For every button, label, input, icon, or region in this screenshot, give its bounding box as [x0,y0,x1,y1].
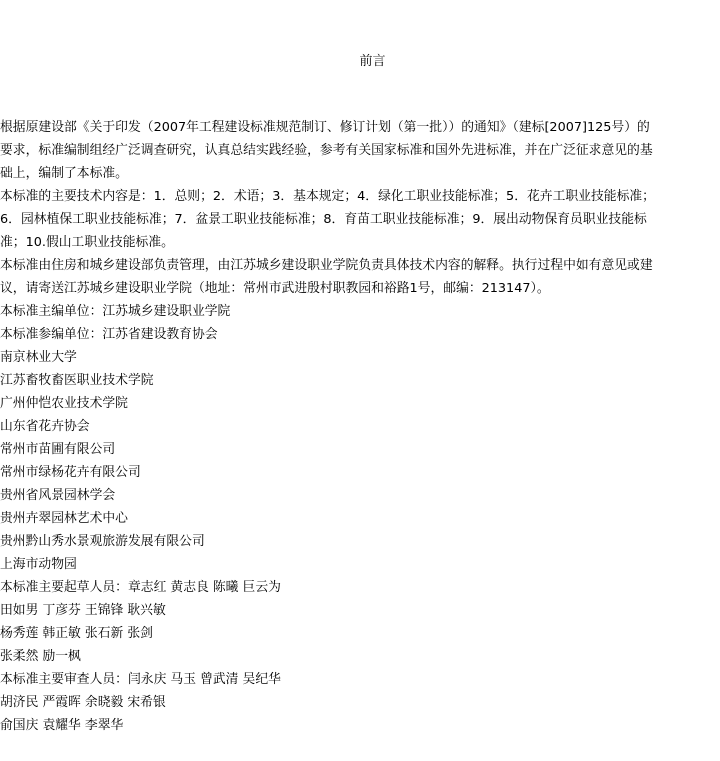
text-line: 要求，标准编制组经广泛调查研究，认真总结实践经验，参考有关国家标准和国外先进标准，并在广泛征求意见的基 [0,143,653,158]
text-line: 议，请寄送江苏城乡建设职业学院（地址：常州市武进殷村职教园和裕路1号，邮编：213147）。 [0,281,550,296]
text-line: 根据原建设部《关于印发（2007年工程建设标准规范制订、修订计划（第一批））的通知》（建标[2007]125号）的 [0,120,650,135]
text-line: 山东省花卉协会 [0,419,90,434]
text-line: 本标准的主要技术内容是：1．总则；2．术语；3．基本规定；4．绿化工职业技能标准；5．花卉工职业技能标准； [0,189,655,204]
text-line: 胡济民 严霞晖 余晓毅 宋希银 [0,695,166,710]
text-line: 贵州卉翠园林艺术中心 [0,511,128,526]
text-line: 田如男 丁彦芬 王锦锋 耿兴敏 [0,603,166,618]
text-line: 本标准由住房和城乡建设部负责管理，由江苏城乡建设职业学院负责具体技术内容的解释。执行过程中如有意见或建 [0,258,653,273]
text-line: 本标准参编单位：江苏省建设教育协会 [0,327,218,342]
text-line: 本标准主要起草人员：章志红 黄志良 陈曦 巨云为 [0,580,281,595]
page-title: 前言 [359,54,386,69]
text-line: 6．园林植保工职业技能标准；7．盆景工职业技能标准；8．育苗工职业技能标准；9．展出动物保育员职业技能标 [0,212,647,227]
text-line: 准；10.假山工职业技能标准。 [0,235,174,250]
text-line: 本标准主编单位：江苏城乡建设职业学院 [0,304,231,319]
document-body [0,116,720,737]
text-line: 杨秀莲 韩正敏 张石新 张剑 [0,626,153,641]
text-line: 础上，编制了本标准。 [0,166,128,181]
text-line: 贵州省风景园林学会 [0,488,116,503]
text-line: 常州市苗圃有限公司 [0,442,116,457]
text-line: 本标准主要审查人员：闫永庆 马玉 曾武清 吴纪华 [0,672,281,687]
text-line: 广州仲恺农业技术学院 [0,396,128,411]
text-line: 张柔然 励一枫 [0,649,81,664]
text-line: 江苏畜牧畜医职业技术学院 [0,373,154,388]
text-line: 俞国庆 袁耀华 李翠华 [0,718,124,733]
text-line: 常州市绿杨花卉有限公司 [0,465,141,480]
text-line: 上海市动物园 [0,557,77,572]
text-line: 南京林业大学 [0,350,77,365]
text-line: 贵州黔山秀水景观旅游发展有限公司 [0,534,205,549]
